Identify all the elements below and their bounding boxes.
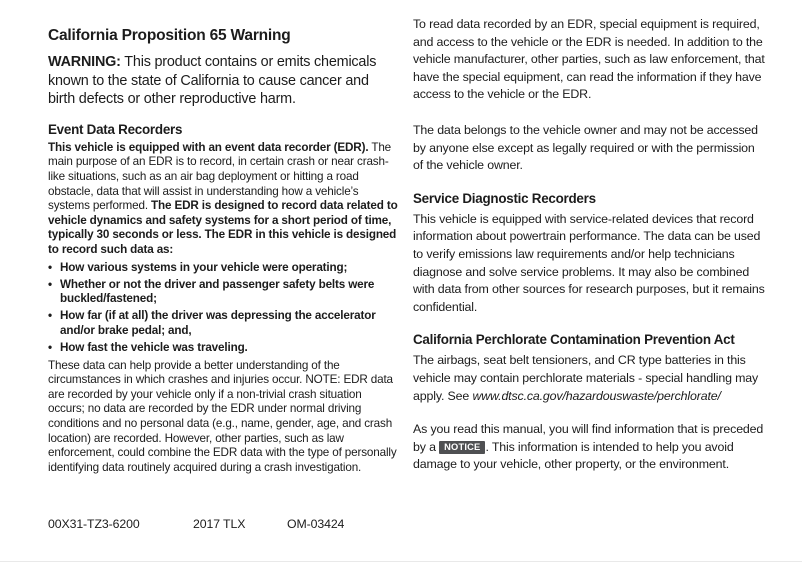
footer-model-name: 2017 TLX: [193, 517, 246, 531]
edr-outro-paragraph: These data can help provide a better understanding of the circumstances in which crashes and injuries occur. NOTE: EDR data are recorded by your vehicle only if a non-trivial crash situation occurs; no data are recorded by the EDR under normal driving conditions and no personal data (e.g., name, gender, age, and crash location) are recorded. However, other parties, such as law enforcement, could combine the EDR data with the type of personally identifying data routinely acquired during a crash investigation.: [48, 358, 397, 474]
service-diagnostic-paragraph: This vehicle is equipped with service-related devices that record information about powertrain performance. The data can be used to verify emissions law requirements and/or help technicians diagnose and solve service problems. It may also be combined with data from other sources for research purposes, but it remains confidential.: [413, 211, 765, 314]
edr-ownership-paragraph: The data belongs to the vehicle owner and may not be accessed by anyone else except as legally required or with the permission of the vehicle owner.: [413, 122, 758, 173]
edr-heading: Event Data Recorders: [48, 121, 183, 137]
notice-text-before: As you read this manual, you will find information that is preceded by a: [413, 422, 764, 454]
edr-intro-paragraph: [48, 141, 398, 258]
warning-paragraph: [48, 53, 398, 109]
warning-label: WARNING:: [48, 54, 121, 70]
bullet-item-systems-operating: • How various systems in your vehicle were operating;: [48, 261, 398, 276]
edr-access-paragraph: To read data recorded by an EDR, special equipment is required, and access to the vehicle or the EDR is needed. In addition to the vehicle manufacturer, other parties, such as law enforcement, that have the special equipment, can read the information if they have access to the vehicle or the EDR.: [413, 17, 765, 102]
prop65-heading: California Proposition 65 Warning: [48, 27, 291, 44]
service-diagnostic-heading: Service Diagnostic Recorders: [413, 190, 596, 206]
perchlorate-heading: California Perchlorate Contamination Prevention Act: [413, 332, 735, 348]
notice-paragraph: [413, 421, 765, 474]
edr-intro-bold: This vehicle is equipped with an event data recorder (EDR).: [48, 140, 369, 154]
edr-intro-regular: The main purpose of an EDR is to record, in certain crash or near crash-like situations, such as an air bag deployment or hitting a road obstacle, data that will assist in understanding how a vehicle’s systems performed.: [48, 140, 392, 213]
perchlorate-text: The airbags, seat belt tensioners, and CR type batteries in this vehicle may contain perchlorate materials - special handling may apply. See: [413, 353, 759, 403]
page-footer: [48, 517, 408, 532]
edr-bullet-list: [48, 261, 398, 356]
footer-om-number: OM-03424: [287, 517, 345, 531]
page-bottom-edge: [0, 561, 802, 562]
perchlorate-url: www.dtsc.ca.gov/hazardouswaste/perchlorate/: [472, 388, 721, 403]
footer-part-number: 00X31-TZ3-6200: [48, 517, 140, 531]
edr-intro-bold2: The EDR is designed to record data related to vehicle dynamics and safety systems for a short period of time, typically 30 seconds or less. The EDR in this vehicle is designed to record such data as:: [48, 199, 398, 256]
notice-text-after: . This information is intended to help you avoid damage to your vehicle, other property, or the environment.: [413, 439, 734, 472]
bullet-item-accelerator-brake: • How far (if at all) the driver was depressing the accelerator and/or brake pedal; and,: [48, 309, 398, 338]
left-column: [48, 27, 398, 475]
warning-text: This product contains or emits chemicals known to the state of California to cause cancer and birth defects or other reproductive harm.: [48, 54, 377, 108]
bullet-item-vehicle-speed: • How fast the vehicle was traveling.: [48, 341, 398, 356]
notice-badge: NOTICE: [439, 441, 485, 455]
bullet-item-safety-belts: • Whether or not the driver and passenger safety belts were buckled/fastened;: [48, 278, 398, 307]
perchlorate-paragraph: [413, 352, 765, 405]
right-column: [413, 16, 765, 474]
